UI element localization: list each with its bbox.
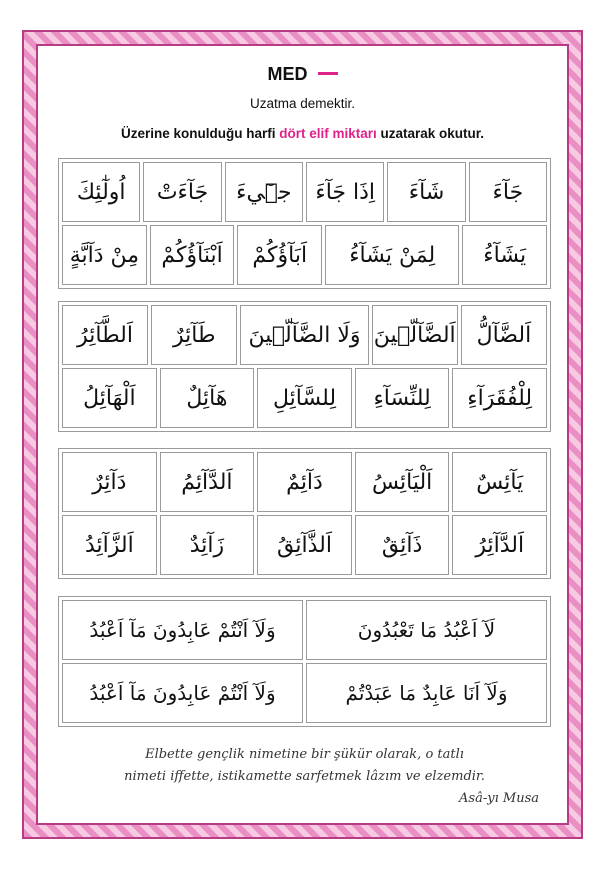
word-row — [62, 515, 547, 575]
word-cell: اَلْهَآئِلُ — [62, 368, 157, 428]
word-cell: دَآئِرٌ — [62, 452, 157, 512]
word-cell: جٖٓيءَ — [225, 162, 303, 222]
phrase-cell: وَلَآ اَنْتُمْ عَابِدُونَ مَآ اَعْبُدُ — [62, 600, 303, 660]
word-cell: اَلضَّآلُّ — [461, 305, 547, 365]
word-cell: اَلْيَآئِسُ — [355, 452, 450, 512]
word-cell: اَلضَّآلّٖينَ — [372, 305, 458, 365]
phrase-cell: وَلَآ اَنْتُمْ عَابِدُونَ مَآ اَعْبُدُ — [62, 663, 303, 723]
word-cell: جَآءَ — [469, 162, 547, 222]
word-cell: زَآئِدٌ — [160, 515, 255, 575]
word-row — [62, 452, 547, 512]
word-cell: اَلزَّآئِدُ — [62, 515, 157, 575]
word-cell: وَلَا الضَّآلّٖينَ — [240, 305, 368, 365]
word-cell: طَآئِرٌ — [151, 305, 237, 365]
word-cell: اَلدَّآئِرُ — [452, 515, 547, 575]
word-cell: هَآئِلٌ — [160, 368, 255, 428]
rule-prefix: Üzerine konulduğu harfi — [120, 126, 280, 141]
word-row — [62, 162, 547, 222]
phrase-cell: وَلَآ اَنَا عَابِدٌ مَا عَبَدْتُمْ — [306, 663, 547, 723]
rule-text — [38, 126, 567, 141]
word-cell: اُولٰٓئِكَ — [62, 162, 140, 222]
page-content-frame — [36, 44, 569, 825]
word-cell: لِلسَّآئِلِ — [257, 368, 352, 428]
word-cell: دَآئِمٌ — [257, 452, 352, 512]
word-cell: لِلْفُقَرَآءِ — [452, 368, 547, 428]
word-cell: يَشَآءُ — [462, 225, 547, 285]
rule-suffix: uzatarak okutur. — [376, 126, 485, 141]
word-block-1 — [58, 158, 551, 289]
word-cell: اَلطَّآئِرُ — [62, 305, 148, 365]
word-cell: اَبْنَآؤُكُمْ — [150, 225, 235, 285]
word-cell: شَآءَ — [387, 162, 465, 222]
phrase-row — [62, 663, 547, 723]
rule-highlight: dört elif miktarı — [279, 126, 377, 141]
quote-line-1: Elbette gençlik nimetine bir şükür olarak, o tatlı — [145, 747, 464, 762]
word-cell: لِمَنْ يَشَآءُ — [325, 225, 459, 285]
quote-signature: Asâ-yı Musa — [459, 791, 539, 806]
phrase-row — [62, 600, 547, 660]
word-cell: مِنْ دَآبَّةٍ — [62, 225, 147, 285]
page-title — [38, 64, 567, 85]
word-cell: اَلدَّآئِمُ — [160, 452, 255, 512]
word-cell: ذَآئِقٌ — [355, 515, 450, 575]
word-cell: اِذَا جَآءَ — [306, 162, 384, 222]
med-sign-icon — [318, 72, 338, 75]
phrase-block — [58, 596, 551, 727]
word-cell: لِلنِّسَآءِ — [355, 368, 450, 428]
word-cell: جَآءَتْ — [143, 162, 221, 222]
word-cell: اَبَآؤُكُمْ — [237, 225, 322, 285]
subtitle: Uzatma demektir. — [249, 96, 356, 111]
word-block-2 — [58, 301, 551, 432]
footer-quote — [58, 744, 551, 810]
word-row — [62, 305, 547, 365]
word-cell: يَآئِسٌ — [452, 452, 547, 512]
title-text: MED — [267, 64, 308, 84]
quote-line-2: nimeti iffette, istikamette sarfetmek lâzım ve elzemdir. — [124, 769, 485, 784]
word-block-3 — [58, 448, 551, 579]
phrase-cell: لَآ اَعْبُدُ مَا تَعْبُدُونَ — [306, 600, 547, 660]
word-row — [62, 225, 547, 285]
word-row — [62, 368, 547, 428]
word-cell: اَلذَّآئِقُ — [257, 515, 352, 575]
